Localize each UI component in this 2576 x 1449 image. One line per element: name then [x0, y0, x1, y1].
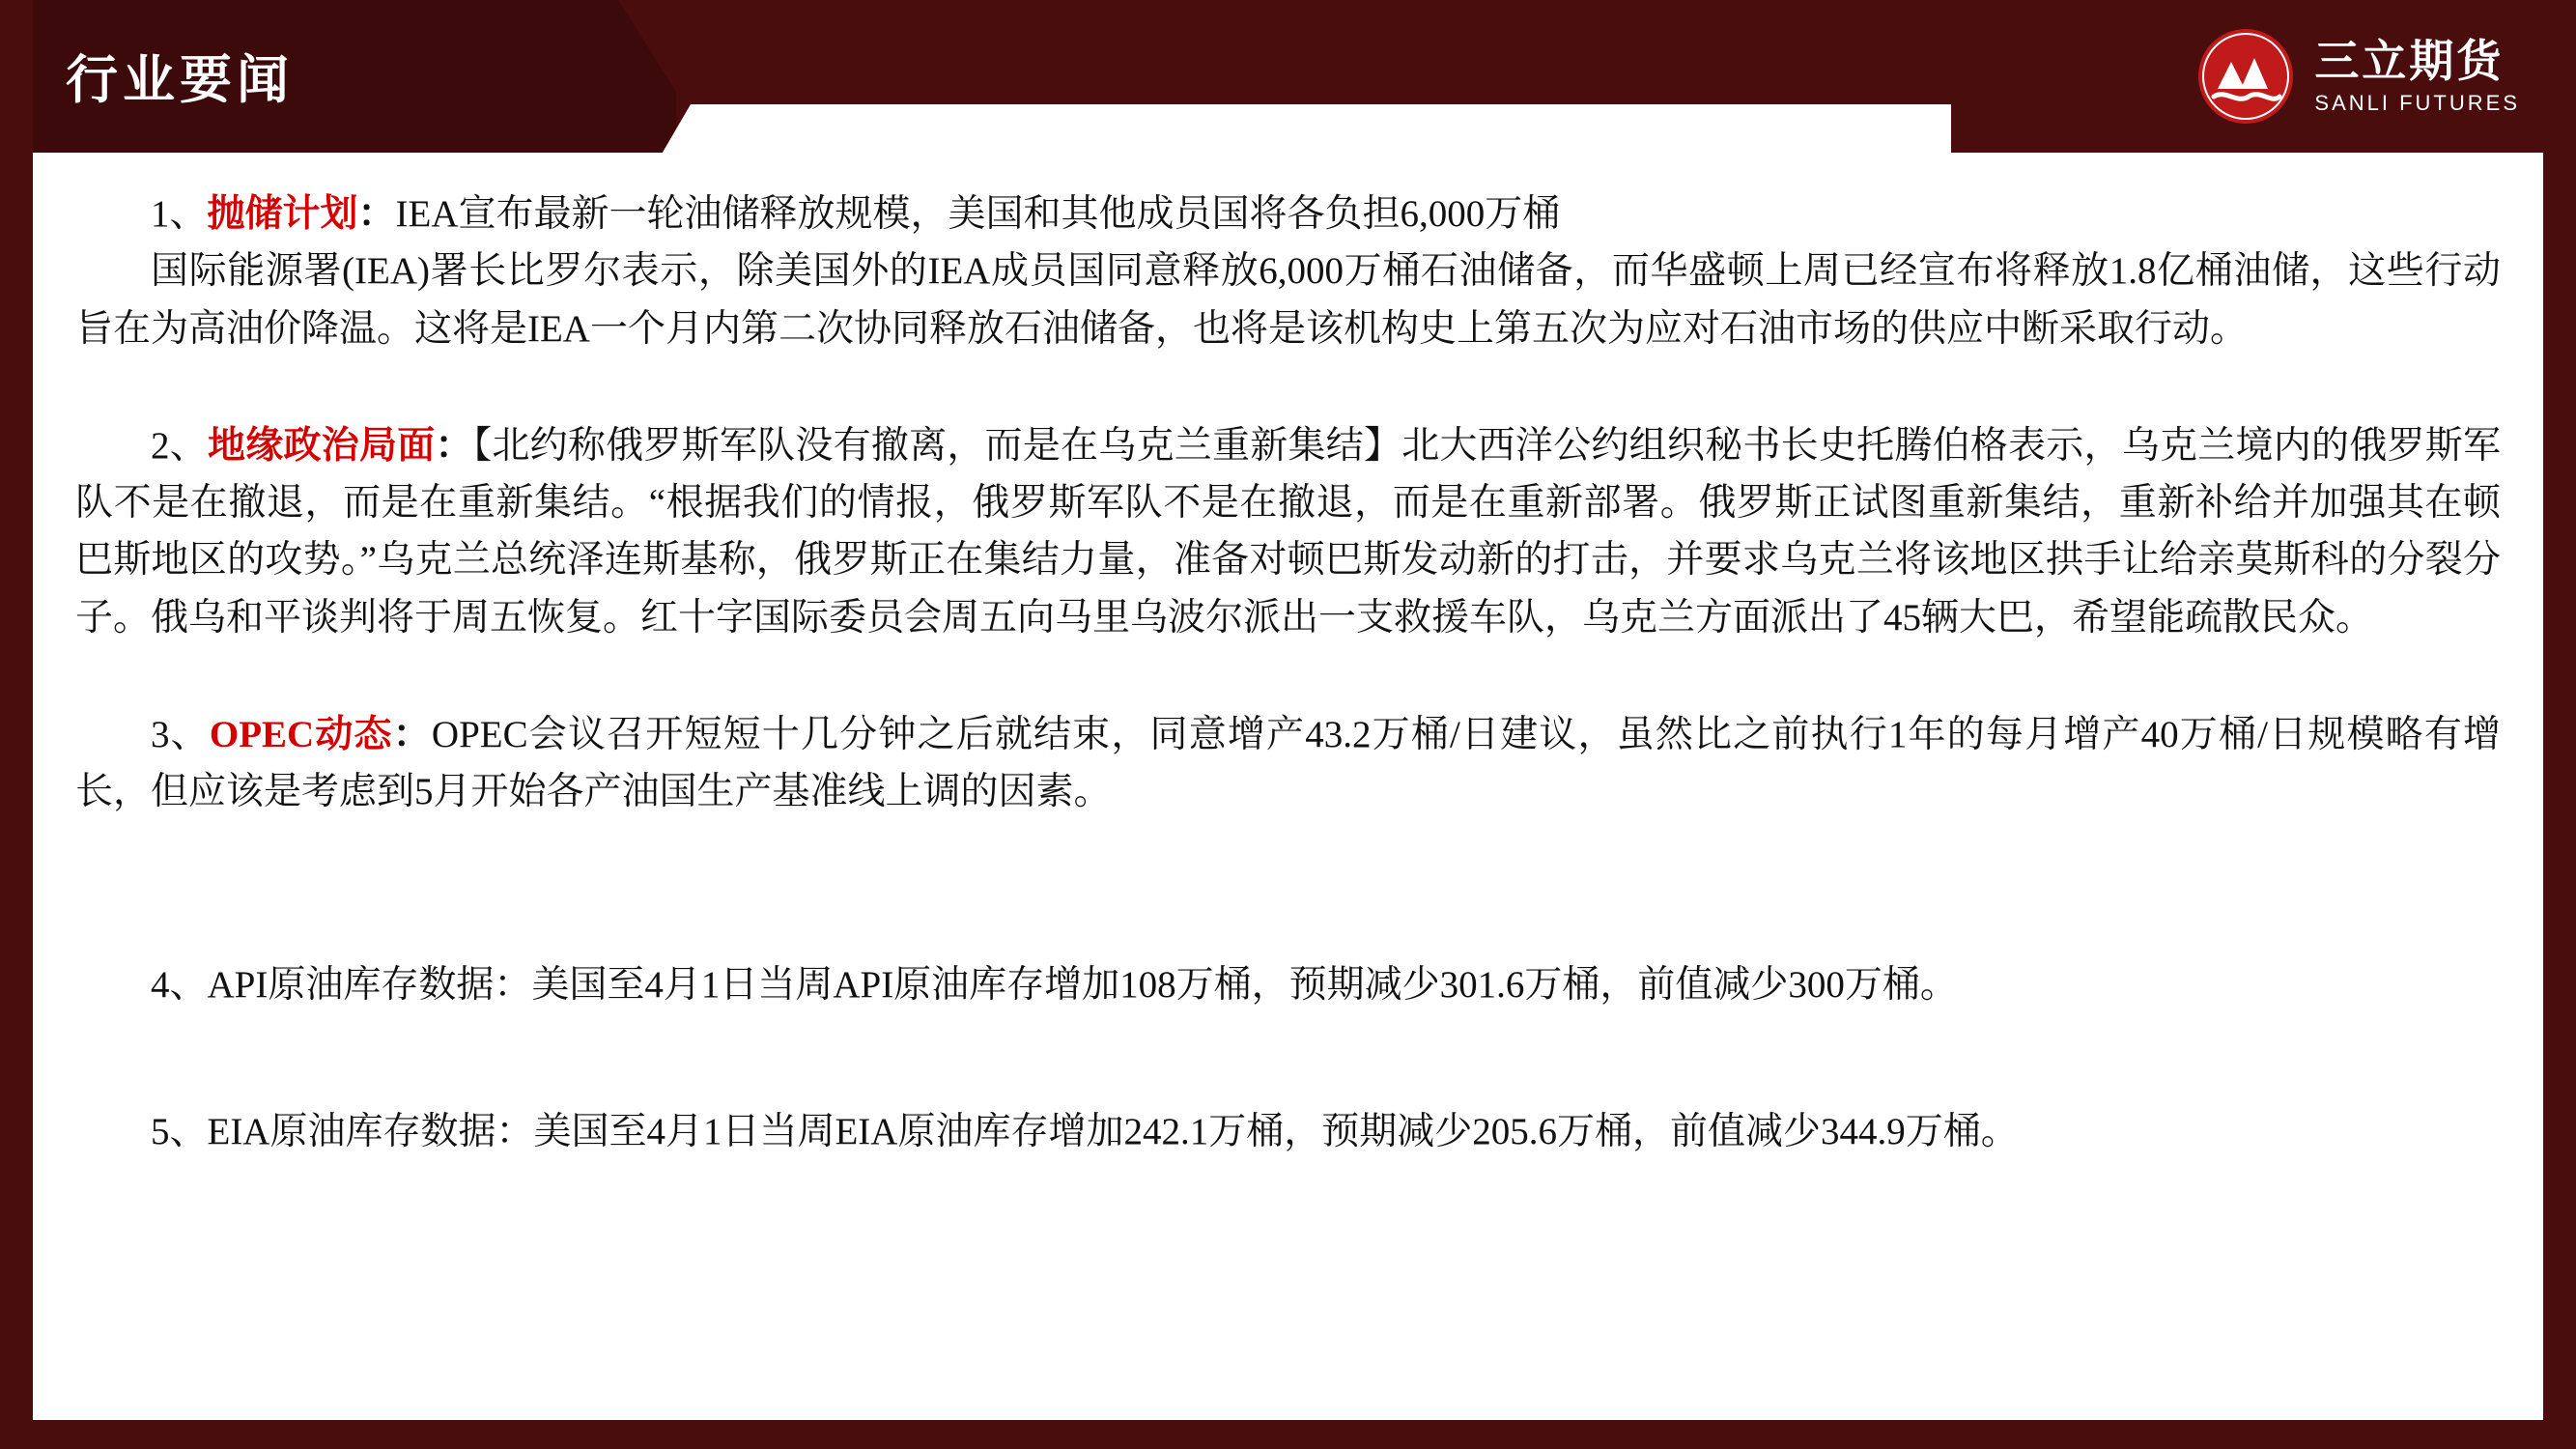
item-2-title-text: 【北约称俄罗斯军队没有撤离，而是在乌克兰重新集结】北大西洋公约组织秘书长史托腾伯格表示，乌克兰境内的俄罗斯军队不是在撤退，而是在重新集结。“根据我们的情报，俄罗斯军队不是在撤退，而是在重新部署。俄罗斯正试图重新集结，重新补给并加强其在顿巴斯地区的攻势。”乌克兰总统泽连斯基称，俄罗斯正在集结力量，准备对顿巴斯发动新的打击，并要求乌克兰将该地区拱手让给亲莫斯科的分裂分子。俄乌和平谈判将于周五恢复。红十字国际委员会周五向马里乌波尔派出一支救援车队，乌克兰方面派出了45辆大巴，希望能疏散民众。 [75, 424, 2501, 639]
frame-right [2543, 0, 2576, 1449]
spacer [75, 646, 2501, 706]
item-3-colon: ： [392, 713, 432, 755]
item-1-number: 1、 [151, 193, 208, 235]
item-1-title-text: IEA宣布最新一轮油储释放规模，美国和其他成员国将各负担6,000万桶 [395, 193, 1561, 235]
news-item-3 [75, 706, 2501, 821]
frame-bottom [0, 1420, 2576, 1449]
news-item-1-headline [75, 185, 2501, 242]
item-2-number: 2、 [151, 424, 208, 467]
logo-company-name: 三立期货 [2314, 37, 2505, 87]
frame-left [0, 0, 33, 1449]
header-bar [0, 0, 2576, 153]
logo [2198, 29, 2520, 124]
news-item-4: 4、API原油库存数据：美国至4月1日当周API原油库存增加108万桶，预期减少301.6万桶，前值减少300万桶。 [151, 964, 1958, 1007]
spacer [75, 357, 2501, 417]
item-2-colon: ： [435, 424, 473, 467]
item-3-number: 3、 [151, 713, 210, 755]
news-item-1-body: 国际能源署(IEA)署长比罗尔表示，除美国外的IEA成员国同意释放6,000万桶石油储备，而华盛顿上周已经宣布将释放1.8亿桶油储，这些行动旨在为高油价降温。这将是IEA一个月内第二次协同释放石油储备，也将是该机构史上第五次为应对石油市场的供应中断采取行动。 [75, 250, 2501, 350]
spacer [75, 820, 2501, 880]
item-2-lead: 地缘政治局面 [207, 424, 436, 467]
mountain-logo-icon [2198, 29, 2293, 124]
item-3-title-text: OPEC会议召开短短十几分钟之后就结束，同意增产43.2万桶/日建议，虽然比之前执行1年的每月增产40万桶/日规模略有增长，但应该是考虑到5月开始各产油国生产基准线上调的因素。 [75, 713, 2501, 813]
item-3-lead: OPEC动态 [209, 713, 393, 755]
page-title: 行业要闻 [66, 51, 294, 109]
item-1-lead: 抛储计划 [207, 193, 358, 235]
item-1-colon: ： [357, 193, 396, 235]
logo-text [2314, 38, 2520, 114]
logo-company-name-en: SANLI FUTURES [2314, 90, 2520, 115]
spacer [75, 880, 2501, 919]
spacer [75, 1052, 2501, 1065]
news-item-5: 5、EIA原油库存数据：美国至4月1日当周EIA原油库存增加242.1万桶，预期减少205.6万桶，前值减少344.9万桶。 [151, 1110, 2019, 1152]
news-item-2 [75, 417, 2501, 646]
content-area [33, 153, 2543, 1420]
